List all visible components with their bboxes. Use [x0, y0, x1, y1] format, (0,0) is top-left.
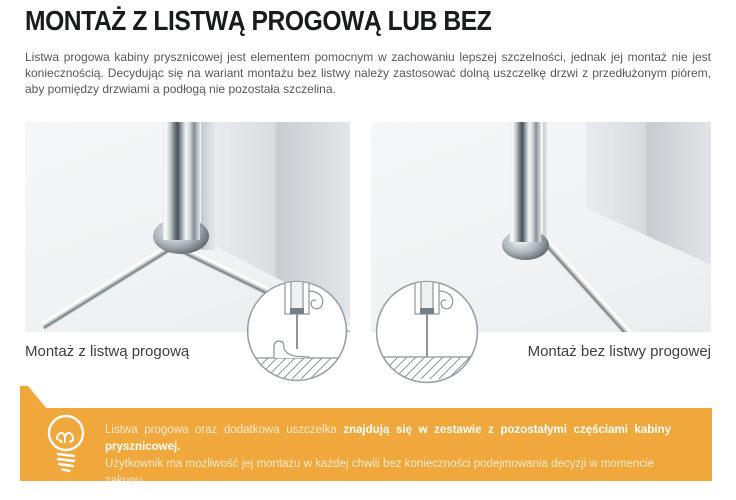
- no-threshold-cross-section-icon: [374, 279, 480, 385]
- threshold-strip-left-segment: [41, 240, 178, 330]
- banner-corner-tab: [20, 386, 47, 409]
- info-text-line2: Użytkownik ma możliwość jej montażu w każdej chwili bez konieczności podejmowania decyzji w momencie zakupu.: [105, 458, 655, 487]
- page-title: MONTAŻ Z LISTWĄ PROGOWĄ LUB BEZ: [25, 5, 492, 36]
- caption-without-threshold: Montaż bez listwy progowej: [527, 343, 711, 360]
- intro-paragraph: Listwa progowa kabiny prysznicowej jest elementem pomocnym w zachowaniu lepszej szczelności, jednak jej montaż nie jest koniecznością. Decydując się na wariant montażu bez listwy należy zastosować dolną uszczelkę drzwi z przedłużonym piórem, aby pomiędzy drzwiami a podłogą nie pozostała szczelina.: [25, 50, 711, 96]
- caption-with-threshold: Montaż z listwą progową: [25, 343, 190, 360]
- chrome-door-profile: [163, 122, 200, 240]
- threshold-strip-cross-section-icon: [245, 279, 349, 383]
- lightbulb-icon: [42, 413, 90, 477]
- chrome-door-profile: [510, 122, 541, 242]
- info-text-normal: Listwa progowa oraz dodatkowa uszczelka: [105, 424, 344, 436]
- glass-panel-edge: [543, 122, 547, 240]
- info-text-bold: znajdują się w zestawie z pozostałymi częściami kabiny prysznicowej.: [105, 424, 671, 453]
- info-text: [105, 422, 671, 490]
- info-banner: [20, 408, 712, 487]
- shower-tray-edge: [541, 237, 635, 332]
- info-text-line1: [105, 422, 671, 456]
